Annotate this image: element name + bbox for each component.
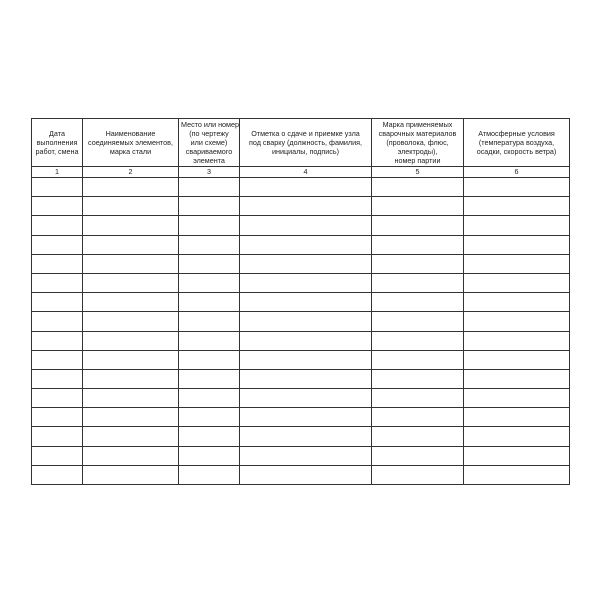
table-cell[interactable] [372,408,464,427]
table-cell[interactable] [179,408,240,427]
table-cell[interactable] [179,312,240,331]
table-row [32,178,570,197]
table-cell[interactable] [179,446,240,465]
table-cell[interactable] [240,408,372,427]
table-cell[interactable] [179,350,240,369]
table-cell[interactable] [83,350,179,369]
table-cell[interactable] [83,465,179,484]
table-cell[interactable] [464,331,570,350]
table-cell[interactable] [240,197,372,216]
table-cell[interactable] [464,465,570,484]
table-cell[interactable] [240,273,372,292]
table-cell[interactable] [372,389,464,408]
table-row [32,312,570,331]
table-row [32,216,570,235]
table-cell[interactable] [83,446,179,465]
welding-log-table [31,118,570,485]
table-cell[interactable] [240,216,372,235]
table-cell[interactable] [372,197,464,216]
table-cell[interactable] [32,254,83,273]
table-cell[interactable] [83,331,179,350]
column-number: 4 [240,167,372,178]
table-cell[interactable] [240,293,372,312]
table-cell[interactable] [372,331,464,350]
table-cell[interactable] [32,408,83,427]
table-cell[interactable] [32,446,83,465]
table-cell[interactable] [32,273,83,292]
table-cell[interactable] [83,216,179,235]
table-cell[interactable] [32,331,83,350]
table-cell[interactable] [372,178,464,197]
table-cell[interactable] [83,254,179,273]
table-cell[interactable] [464,369,570,388]
table-cell[interactable] [32,389,83,408]
column-number: 3 [179,167,240,178]
table-cell[interactable] [179,465,240,484]
header-col-2: Наименование соединяемых элементов, марка стали [83,119,179,167]
table-cell[interactable] [32,178,83,197]
table-cell[interactable] [372,293,464,312]
table-row [32,389,570,408]
table-row [32,427,570,446]
table-cell[interactable] [179,389,240,408]
header-col-4: Отметка о сдаче и приемке узла под сварку (должность, фамилия, инициалы, подпись) [240,119,372,167]
table-cell[interactable] [372,350,464,369]
table-cell[interactable] [372,312,464,331]
table-cell[interactable] [240,427,372,446]
table-row [32,408,570,427]
table-cell[interactable] [240,254,372,273]
table-cell[interactable] [83,235,179,254]
table-cell[interactable] [240,312,372,331]
table-cell[interactable] [240,465,372,484]
table-cell[interactable] [83,408,179,427]
table-cell[interactable] [464,446,570,465]
header-col-6: Атмосферные условия (температура воздуха, осадки, скорость ветра) [464,119,570,167]
table-row [32,235,570,254]
table-cell[interactable] [83,427,179,446]
table-cell[interactable] [32,235,83,254]
table-cell[interactable] [32,427,83,446]
table-cell[interactable] [179,293,240,312]
table-cell[interactable] [32,465,83,484]
table-cell[interactable] [83,389,179,408]
table-cell[interactable] [32,197,83,216]
table-cell[interactable] [240,369,372,388]
table-cell[interactable] [179,273,240,292]
table-cell[interactable] [240,350,372,369]
table-cell[interactable] [372,254,464,273]
table-cell[interactable] [83,178,179,197]
table-cell[interactable] [464,312,570,331]
header-row [32,119,570,167]
table-cell[interactable] [32,369,83,388]
table-cell[interactable] [240,446,372,465]
table-row [32,465,570,484]
header-col-3: Место или номер (по чертежу или схеме) свариваемого элемента [179,119,240,167]
table-cell[interactable] [464,293,570,312]
table-cell[interactable] [179,254,240,273]
table-cell[interactable] [464,427,570,446]
table-cell[interactable] [83,369,179,388]
table-cell[interactable] [372,273,464,292]
table-cell[interactable] [32,293,83,312]
table-cell[interactable] [179,235,240,254]
column-number-row [32,167,570,178]
table-cell[interactable] [179,369,240,388]
table-cell[interactable] [83,197,179,216]
header-col-1: Дата выполнения работ, смена [32,119,83,167]
table-cell[interactable] [372,427,464,446]
table-cell[interactable] [240,178,372,197]
table-cell[interactable] [179,178,240,197]
table-row [32,369,570,388]
table-cell[interactable] [372,465,464,484]
column-number: 1 [32,167,83,178]
table-cell[interactable] [464,389,570,408]
table-cell[interactable] [464,178,570,197]
table-cell[interactable] [240,331,372,350]
table-row [32,350,570,369]
table-cell[interactable] [464,408,570,427]
table-cell[interactable] [372,216,464,235]
table-cell[interactable] [179,331,240,350]
table-cell[interactable] [464,216,570,235]
table-cell[interactable] [179,197,240,216]
table-cell[interactable] [464,235,570,254]
table-cell[interactable] [179,216,240,235]
table-cell[interactable] [83,312,179,331]
table-cell[interactable] [372,235,464,254]
table-row [32,446,570,465]
table-cell[interactable] [372,446,464,465]
table-cell[interactable] [240,235,372,254]
table-row [32,331,570,350]
header-col-5: Марка применяемых сварочных материалов (проволока, флюс, электроды), номер партии [372,119,464,167]
table-cell[interactable] [83,273,179,292]
table-cell[interactable] [32,216,83,235]
table-row [32,254,570,273]
table-row [32,197,570,216]
table-cell[interactable] [464,254,570,273]
column-number: 6 [464,167,570,178]
table-cell[interactable] [32,312,83,331]
column-number: 5 [372,167,464,178]
table-cell[interactable] [464,197,570,216]
column-number: 2 [83,167,179,178]
table-cell[interactable] [83,293,179,312]
table-cell[interactable] [464,350,570,369]
table-cell[interactable] [32,350,83,369]
table-cell[interactable] [179,427,240,446]
table-row [32,273,570,292]
table-cell[interactable] [372,369,464,388]
table-cell[interactable] [464,273,570,292]
table-row [32,293,570,312]
table-cell[interactable] [240,389,372,408]
